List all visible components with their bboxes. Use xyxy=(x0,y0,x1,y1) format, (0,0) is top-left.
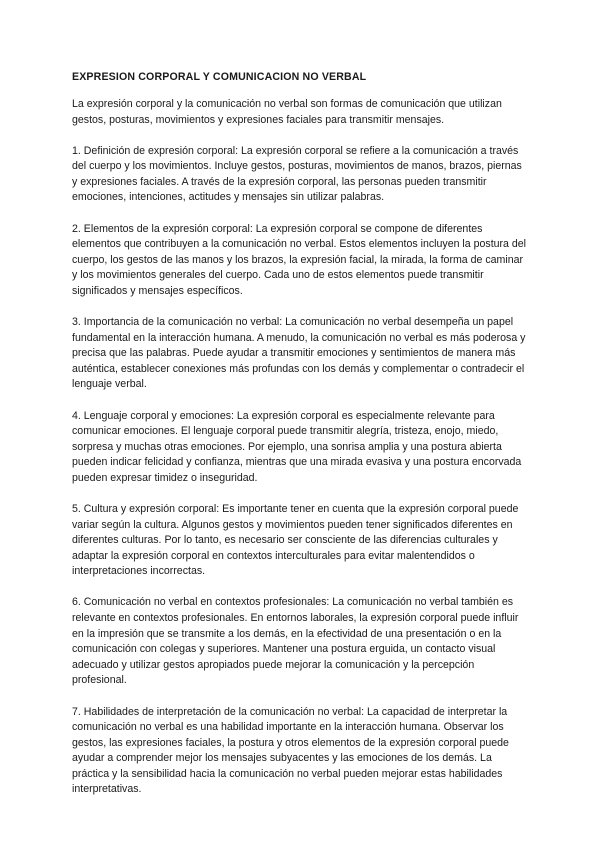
section-paragraph-3: 3. Importancia de la comunicación no verbal: La comunicación no verbal desempeña un papel fundamental en la interacción humana. A menudo, la comunicación no verbal es más poderosa y precisa que las palabras. Puede ayudar a transmitir emociones y sentimientos de manera más auténtica, establecer conexiones más profundas con los demás y complementar o contradecir el lenguaje verbal. xyxy=(72,316,526,391)
section-paragraph-2: 2. Elementos de la expresión corporal: La expresión corporal se compone de diferentes elementos que contribuyen a la comunicación no verbal. Estos elementos incluyen la postura del cuerpo, los gestos de las manos y los brazos, la expresión facial, la mirada, la forma de caminar y los movimientos generales del cuerpo. Cada uno de estos elementos puede transmitir significados y mensajes específicos. xyxy=(72,222,527,297)
section-paragraph-1: 1. Definición de expresión corporal: La expresión corporal se refiere a la comunicación a través del cuerpo y los movimientos. Incluye gestos, posturas, movimientos de manos, brazos, piernas y expresiones faciales. A través de la expresión corporal, las personas pueden transmitir emociones, intenciones, actitudes y mensajes sin utilizar palabras. xyxy=(72,144,522,204)
section-paragraph-5: 5. Cultura y expresión corporal: Es importante tener en cuenta que la expresión corporal puede variar según la cultura. Algunos gestos y movimientos pueden tener significados diferentes en diferentes culturas. Por lo tanto, es necesario ser consciente de las diferencias culturales y adaptar la expresión corporal en contextos interculturales para evitar malentendidos o interpretaciones incorrectas. xyxy=(72,502,519,578)
section-paragraph-6: 6. Comunicación no verbal en contextos profesionales: La comunicación no verbal también es relevante en contextos profesionales. En entornos laborales, la expresión corporal puede influir en la impresión que se transmite a los demás, en la efectividad de una presentación o en la comunicación con colegas y superiores. Mantener una postura erguida, un contacto visual adecuado y utilizar gestos apropiados puede mejorar la comunicación y la percepción profesional. xyxy=(72,596,519,687)
section-paragraph-4: 4. Lenguaje corporal y emociones: La expresión corporal es especialmente relevante para comunicar emociones. El lenguaje corporal puede transmitir alegría, tristeza, enojo, miedo, sorpresa y muchas otras emociones. Por ejemplo, una sonrisa amplia y una postura abierta pueden indicar felicidad y confianza, mientras que una mirada evasiva y una postura encorvada pueden expresar timidez o inseguridad. xyxy=(72,409,522,484)
section-paragraph-7: 7. Habilidades de interpretación de la comunicación no verbal: La capacidad de interpretar la comunicación no verbal es una habilidad importante en la interacción humana. Observar los gestos, las expresiones faciales, la postura y otros elementos de la expresión corporal puede ayudar a comprender mejor los mensajes subyacentes y las emociones de los demás. La práctica y la sensibilidad hacia la comunicación no verbal pueden mejorar estas habilidades interpretativas. xyxy=(72,705,509,796)
intro-paragraph: La expresión corporal y la comunicación no verbal son formas de comunicación que utilizan gestos, posturas, movimientos y expresiones faciales para transmitir mensajes. xyxy=(72,98,502,126)
document-title: EXPRESION CORPORAL Y COMUNICACION NO VERBAL xyxy=(72,71,367,83)
